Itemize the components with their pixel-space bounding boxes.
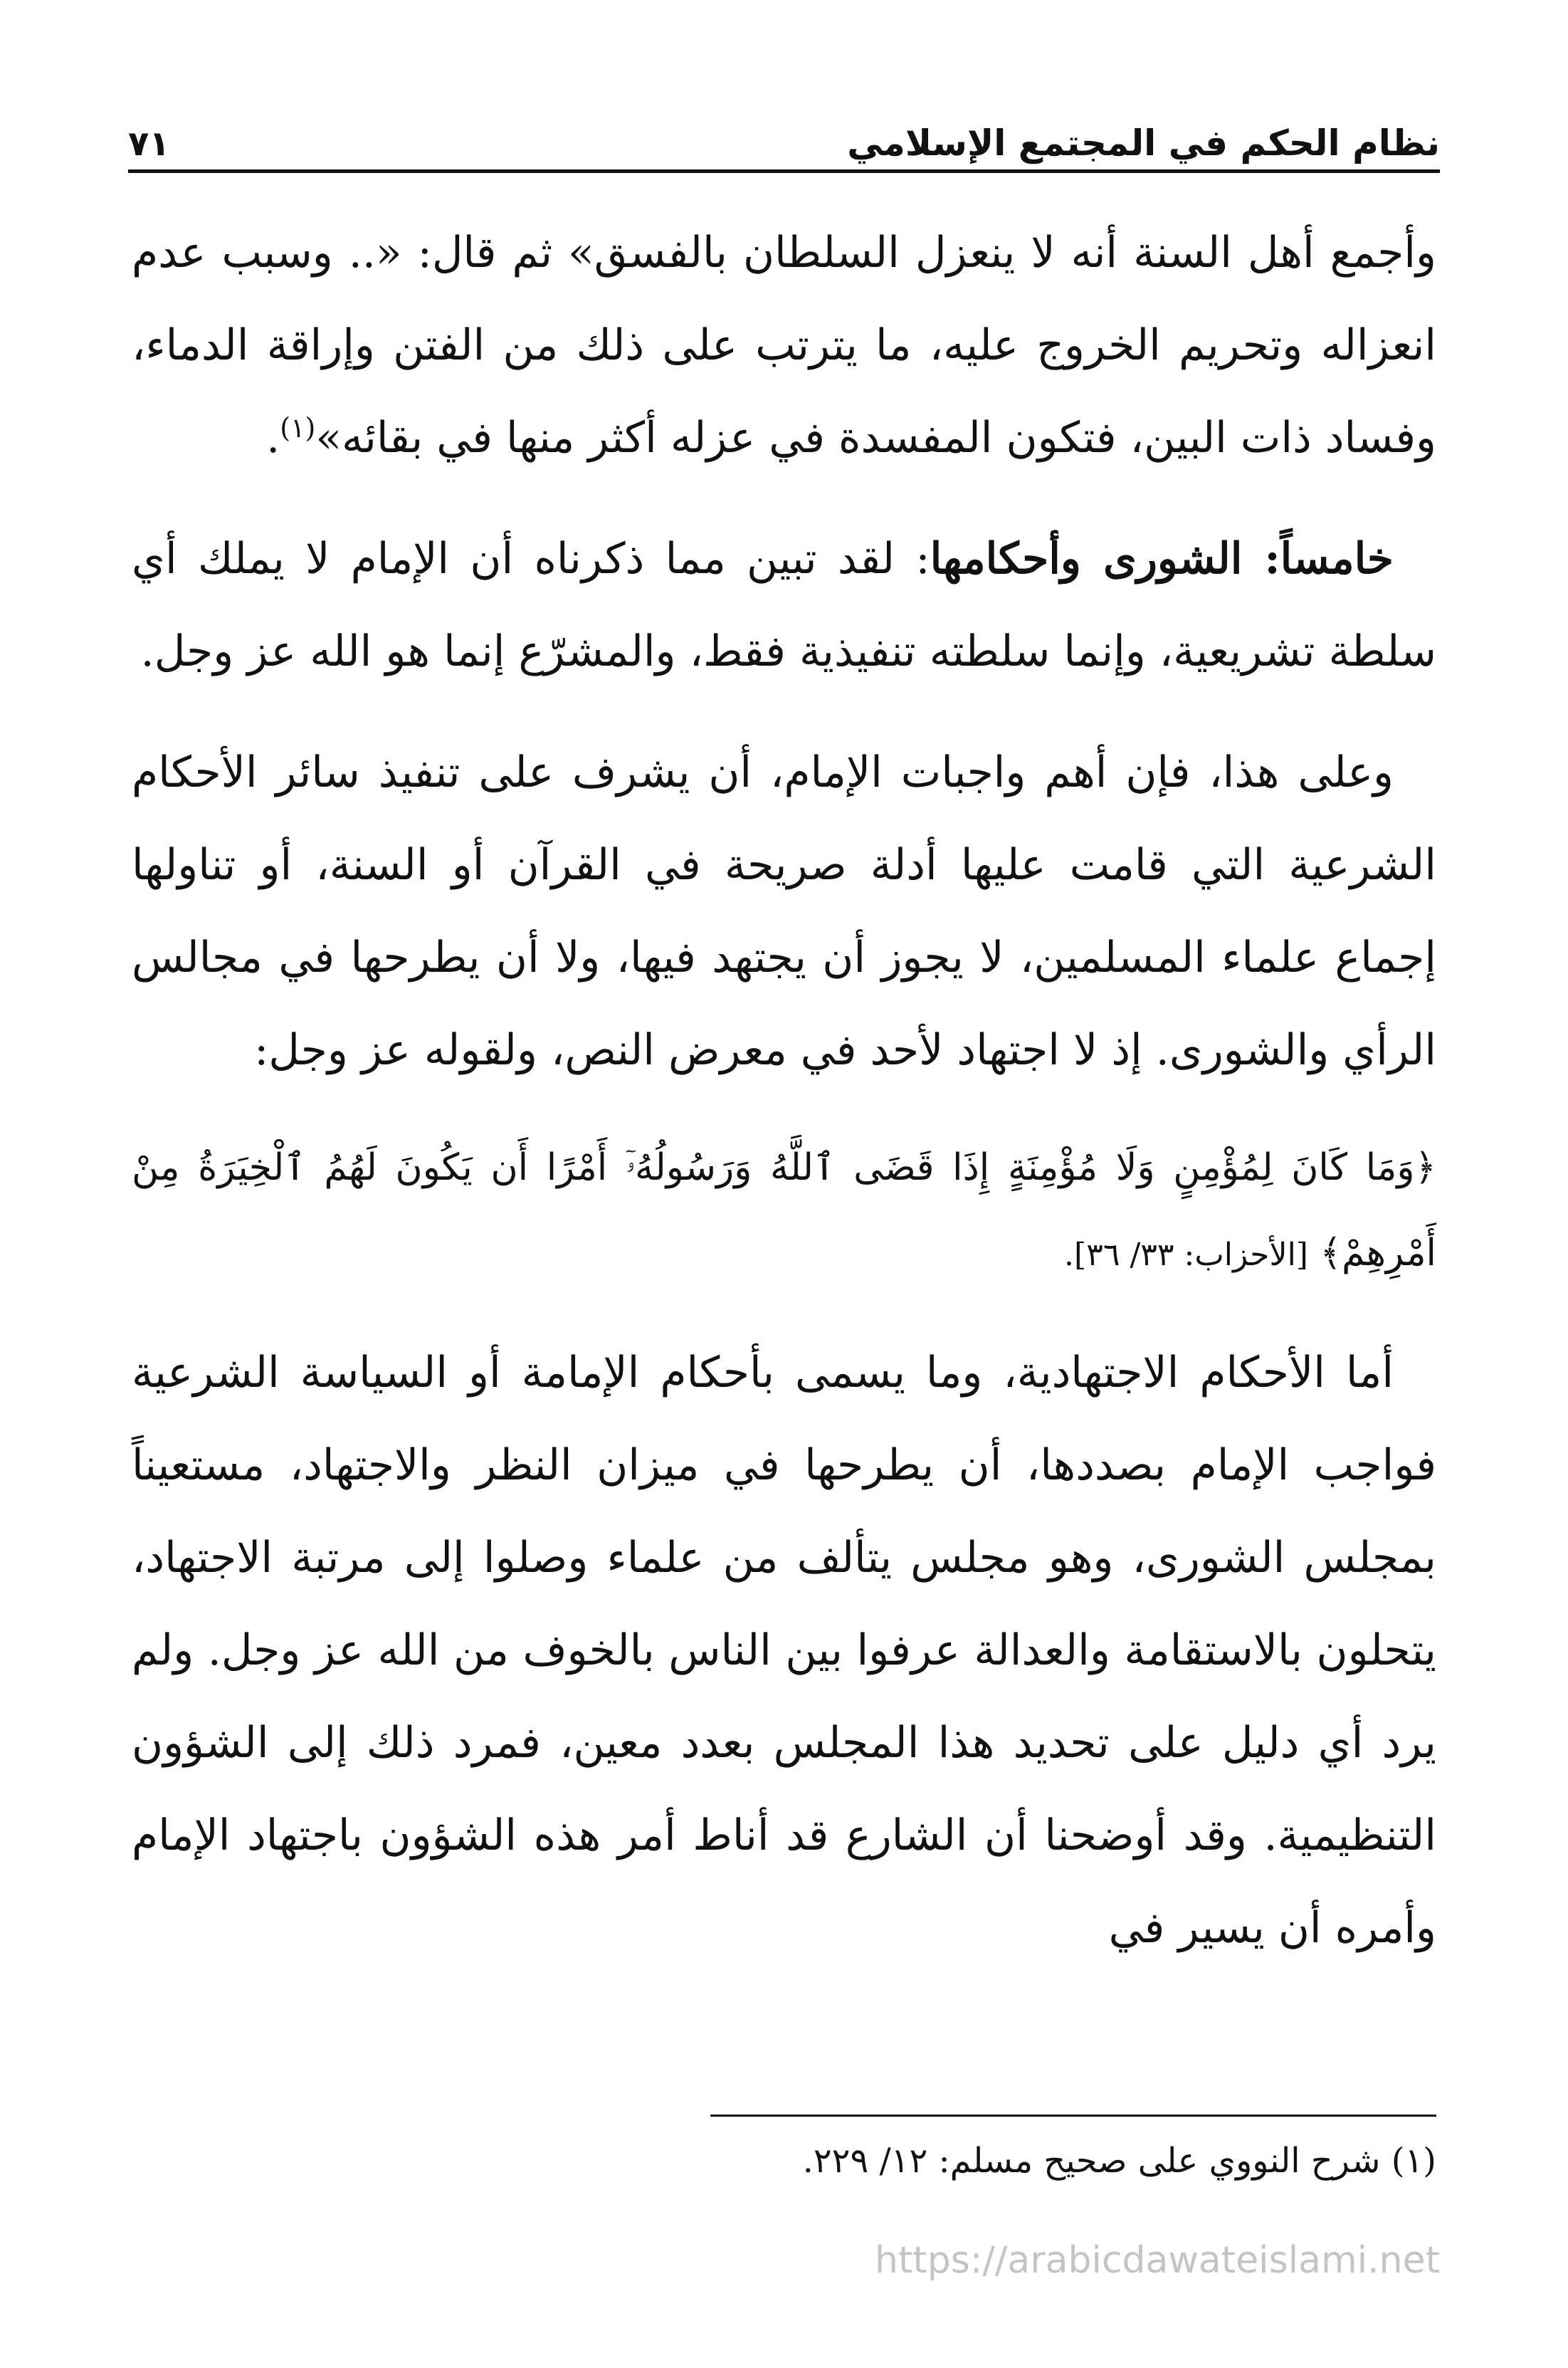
paragraph-1-end: . [266,413,280,463]
header-rule [128,169,1440,173]
paragraph-2 [132,513,1436,698]
quran-verse [132,1125,1436,1298]
paragraph-1-text: وأجمع أهل السنة أنه لا ينعزل السلطان بالفسق» ثم قال: «.. وسبب عدم انعزاله وتحريم الخروج عليه، ما يترتب على ذلك من الفتن وإراقة الدماء، وفساد ذات البين، فتكون المفسدة في عزله أكثر منها في بقائه» [132,228,1436,463]
paragraph-2-text: : لقد تبين مما ذكرناه أن الإمام لا يملك أي سلطة تشريعية، وإنما سلطته تنفيذية فقط، والمشرّع إنما هو الله عز وجل. [132,534,1436,676]
section-heading: خامساً: الشورى وأحكامها [930,534,1394,584]
watermark-url: https://arabicdawateislami.net [874,2239,1440,2282]
page-number: ٧١ [128,124,170,164]
page-header [128,107,1440,164]
footnote-1: (١) شرح النووي على صحيح مسلم: ١٢/ ٢٢٩. [802,2141,1436,2181]
footnote-rule [710,2115,1436,2117]
paragraph-1 [132,206,1436,484]
footnote-marker-1: (١) [280,412,316,444]
verse-text: ﴿وَمَا كَانَ لِمُؤْمِنٍ وَلَا مُؤْمِنَةٍ إِذَا قَضَى ٱللَّهُ وَرَسُولُهُۥٓ أَمْرًا أَن يَكُونَ لَهُمُ ٱلْخِيَرَةُ مِنْ أَمْرِهِمْ﴾ [132,1146,1436,1274]
paragraph-4: أما الأحكام الاجتهادية، وما يسمى بأحكام الإمامة أو السياسة الشرعية فواجب الإمام بصددها، أن يطرحها في ميزان النظر والاجتهاد، مستعيناً بمجلس الشورى، وهو مجلس يتألف من علماء وصلوا إلى مرتبة الاجتهاد، يتحلون بالاستقامة والعدالة عرفوا بين الناس بالخوف من الله عز وجل. ولم يرد أي دليل على تحديد هذا المجلس بعدد معين، فمرد ذلك إلى الشؤون التنظيمية. وقد أوضحنا أن الشارع قد أناط أمر هذه الشؤون باجتهاد الإمام وأمره أن يسير في [132,1348,1436,1953]
running-title: نظام الحكم في المجتمع الإسلامي [847,122,1440,164]
verse-reference: [الأحزاب: ٣٣/ ٣٦]. [1064,1237,1308,1273]
paragraph-3: وعلى هذا، فإن أهم واجبات الإمام، أن يشرف على تنفيذ سائر الأحكام الشرعية التي قامت عليها أدلة صريحة في القرآن أو السنة، أو تناولها إجماع علماء المسلمين، لا يجوز أن يجتهد فيها، ولا أن يطرحها في مجالس الرأي والشورى. إذ لا اجتهاد لأحد في معرض النص، ولقوله عز وجل: [132,748,1436,1075]
body-text [132,206,1436,2003]
